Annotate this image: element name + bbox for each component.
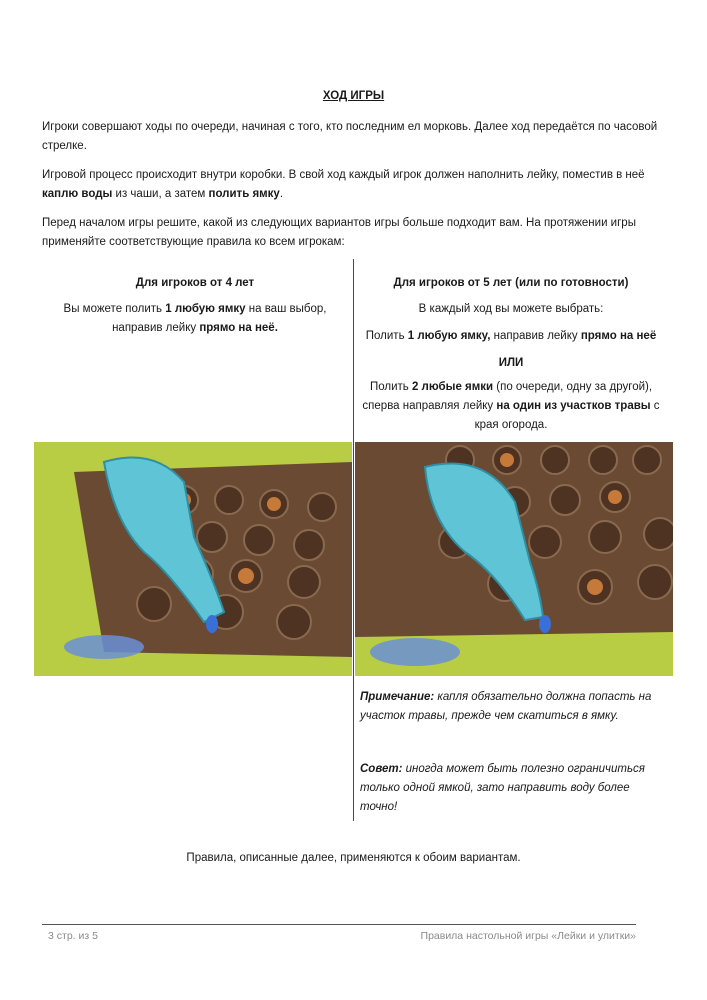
note-paragraph: Примечание: капля обязательно должна попасть на участок травы, прежде чем скатиться в ямку. bbox=[360, 691, 652, 722]
right-column-or: ИЛИ bbox=[498, 357, 524, 369]
intro-paragraph-2: Игровой процесс происходит внутри коробки. В свой ход каждый игрок должен наполнить лейку, поместив в неё каплю воды из чаши, а затем полить ямку. bbox=[42, 169, 645, 200]
water-drop bbox=[539, 615, 551, 633]
footer-page-number: 3 стр. из 5 bbox=[48, 930, 98, 942]
right-column-option-2: Полить 2 любые ямки (по очереди, одну за другой), сперва направляя лейку на один из участков травы с края огорода. bbox=[362, 381, 660, 431]
closing-text: Правила, описанные далее, применяются к обоим вариантам. bbox=[186, 852, 521, 864]
intro-paragraph-3: Перед началом игры решите, какой из следующих вариантов игры больше подходит вам. На протяжении игры применяйте соответствующие правила ко всем игрокам: bbox=[42, 217, 636, 248]
right-column-intro: В каждый ход вы можете выбрать: bbox=[418, 303, 604, 315]
right-column-option-1: Полить 1 любую ямку, направив лейку прямо на неё bbox=[365, 330, 657, 342]
game-photo-right-illustration bbox=[355, 442, 673, 676]
game-photo-left-illustration bbox=[34, 442, 352, 676]
water-drop bbox=[206, 615, 218, 633]
intro-paragraph-1: Игроки совершают ходы по очереди, начиная с того, кто последним ел морковь. Далее ход передаётся по часовой стрелке. bbox=[42, 121, 658, 152]
footer-document-title: Правила настольной игры «Лейки и улитки» bbox=[420, 930, 636, 942]
tip-paragraph: Совет: иногда может быть полезно ограничиться только одной ямкой, зато направить воду более точно! bbox=[360, 763, 645, 813]
right-column-heading: Для игроков от 5 лет (или по готовности) bbox=[393, 277, 629, 289]
footer-divider bbox=[42, 924, 636, 925]
game-photo-right bbox=[355, 442, 673, 676]
left-column-text: Вы можете полить 1 любую ямку на ваш выбор, направив лейку прямо на неё. bbox=[63, 303, 327, 334]
game-photo-left bbox=[34, 442, 352, 676]
column-divider bbox=[353, 259, 354, 821]
left-column-heading: Для игроков от 4 лет bbox=[135, 277, 255, 289]
page-title: ХОД ИГРЫ bbox=[322, 90, 385, 102]
